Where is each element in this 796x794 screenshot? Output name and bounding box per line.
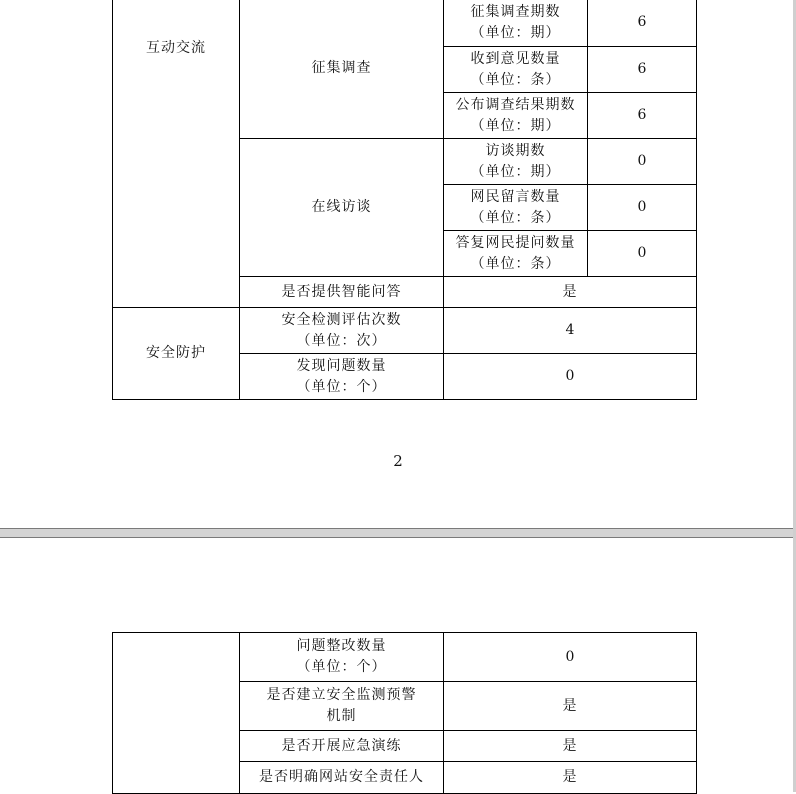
category-cell-security: 安全防护 [113,308,240,400]
label-cell: 是否明确网站安全责任人 [240,762,444,794]
group-cell-survey: 征集调查 [240,0,444,139]
group-cell-interview: 在线访谈 [240,139,444,277]
document-page-2 [0,538,796,792]
table-row [113,0,697,47]
label-cell: 收到意见数量 （单位：条） [444,47,588,93]
value-cell: 0 [444,354,697,400]
label-cell: 征集调查期数 （单位：期） [444,0,588,47]
page-number: 2 [393,452,403,470]
label-cell: 是否开展应急演练 [240,731,444,762]
value-cell: 0 [588,139,697,185]
value-cell: 4 [444,308,697,354]
statistics-table-part-1 [112,0,697,400]
value-cell: 是 [444,762,697,794]
label-cell: 公布调查结果期数 （单位：期） [444,93,588,139]
label-cell: 是否提供智能问答 [240,277,444,308]
category-cell-continued [113,633,240,794]
label-cell: 发现问题数量 （单位：个） [240,354,444,400]
label-cell: 是否建立安全监测预警 机制 [240,682,444,731]
value-cell: 是 [444,731,697,762]
label-cell: 问题整改数量 （单位：个） [240,633,444,682]
statistics-table-part-2 [112,632,697,794]
value-cell: 6 [588,47,697,93]
table-row [113,308,697,354]
value-cell: 是 [444,277,697,308]
label-cell: 网民留言数量 （单位：条） [444,185,588,231]
value-cell: 6 [588,93,697,139]
value-cell: 0 [588,185,697,231]
label-cell: 访谈期数 （单位：期） [444,139,588,185]
value-cell: 是 [444,682,697,731]
category-cell-interaction: 互动交流 [113,0,240,308]
value-cell: 6 [588,0,697,47]
table-row [113,633,697,682]
label-cell: 答复网民提问数量 （单位：条） [444,231,588,277]
value-cell: 0 [444,633,697,682]
page-separator [0,528,796,538]
label-cell: 安全检测评估次数 （单位：次） [240,308,444,354]
value-cell: 0 [588,231,697,277]
